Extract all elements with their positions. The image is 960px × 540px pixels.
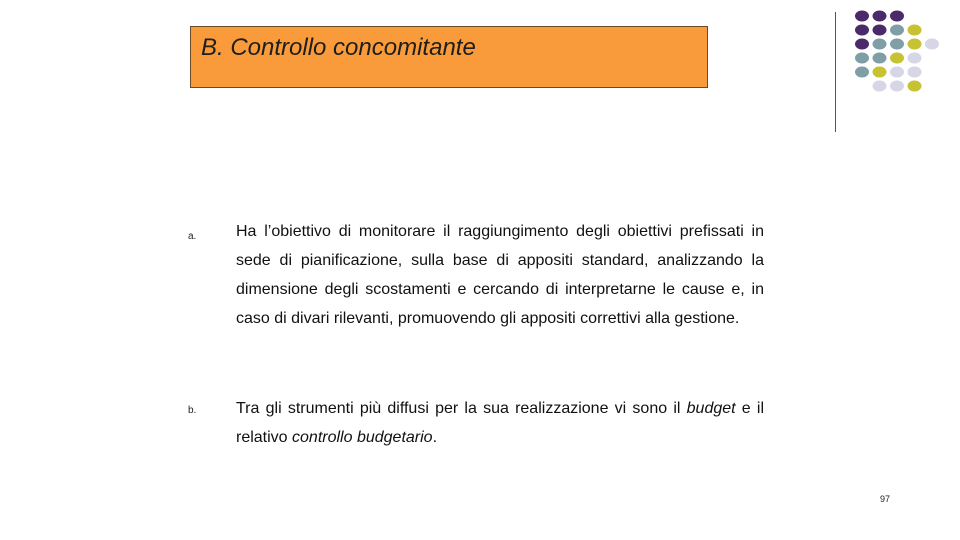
paragraph-b-text-mid: e il relativo [236, 400, 764, 446]
paragraph-b-budget: budget [686, 400, 736, 417]
page-number: 97 [880, 494, 891, 504]
decorative-dot [890, 53, 904, 64]
decorative-dot [873, 39, 887, 50]
decorative-dot [908, 67, 922, 78]
decorative-dot [855, 11, 869, 22]
decorative-dot [855, 67, 869, 78]
paragraph-b-text-start: Tra gli strumenti più diffusi per la sua realizzazione vi sono il [236, 400, 687, 417]
paragraph-a-text: Ha l’obiettivo di monitorare il raggiungimento degli obiettivi prefissati in sede di pianificazione, sulla base di appositi standard, analizzando la dimensione degli scostamenti e cercando di interpretarne le cause e, in caso di divari rilevanti, promuovendo gli appositi correttivi alla gestione. [236, 223, 764, 327]
decorative-dot [908, 81, 922, 92]
decorative-dot [873, 53, 887, 64]
paragraph-a [236, 217, 764, 333]
decorative-dot [908, 53, 922, 64]
decorative-dot [890, 11, 904, 22]
decorative-dot [925, 39, 939, 50]
paragraph-b-text-end: . [432, 429, 438, 446]
list-marker-b: b. [188, 405, 197, 416]
decorative-dot [890, 39, 904, 50]
decorative-dot [890, 25, 904, 36]
paragraph-b-controllo: controllo budgetario [292, 429, 433, 446]
decorative-dot [855, 25, 869, 36]
decorative-dot [890, 81, 904, 92]
decorative-dot [890, 67, 904, 78]
paragraph-b [236, 394, 764, 452]
decorative-dot [855, 53, 869, 64]
decorative-dot [908, 39, 922, 50]
dot-grid-decoration [0, 0, 960, 140]
decorative-dot [873, 25, 887, 36]
list-marker-a: a. [188, 231, 197, 242]
decorative-dot [873, 11, 887, 22]
decorative-dot [855, 39, 869, 50]
slide-title: B. Controllo concomitante [201, 34, 476, 61]
decorative-dot [873, 67, 887, 78]
decorative-dot [908, 25, 922, 36]
decorative-dot [873, 81, 887, 92]
paragraph-b-text [236, 394, 764, 452]
